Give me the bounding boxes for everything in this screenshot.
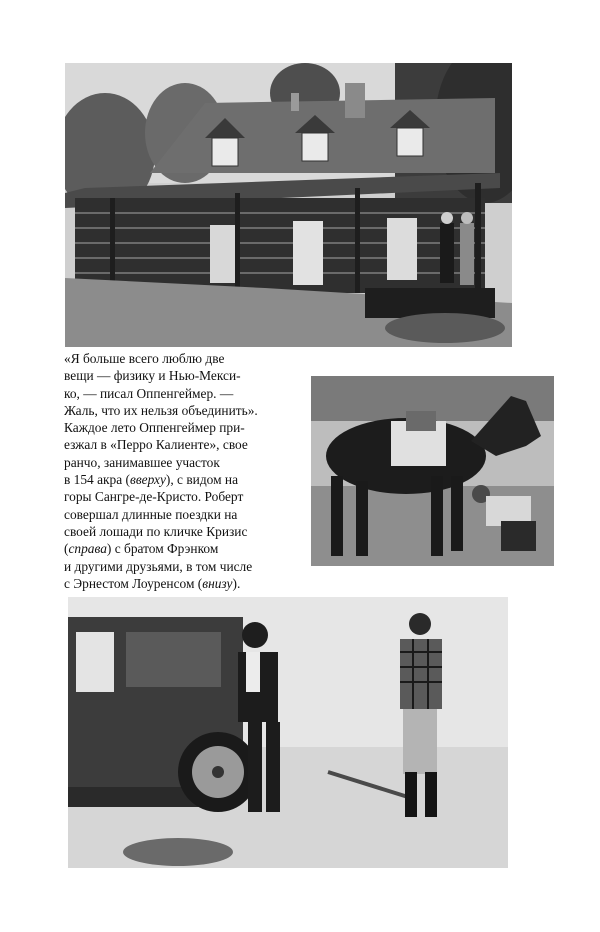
caption-line: совершал длинные поездки на xyxy=(64,506,238,522)
caption-line: ко, — писал Оппенгеймер. — xyxy=(64,385,234,401)
ranch-house-photo xyxy=(65,63,512,347)
caption-line: в 154 акра (вверху), с видом на xyxy=(64,472,239,488)
photo-caption xyxy=(64,350,304,592)
caption-line: езжал в «Перро Калиенте», свое xyxy=(64,437,248,453)
caption-line: (справа) с братом Фрэнком xyxy=(64,541,219,557)
caption-line: Каждое лето Оппенгеймер при- xyxy=(64,420,245,436)
caption-emphasis: вверху xyxy=(130,472,166,488)
caption-line: своей лошади по кличке Кризис xyxy=(64,523,248,539)
caption-line: Жаль, что их нельзя объединить». xyxy=(64,402,258,418)
caption-line: «Я больше всего люблю две xyxy=(64,351,225,366)
caption-line: вещи — физику и Нью-Мекси- xyxy=(64,368,241,384)
caption-line: горы Сангре-де-Кристо. Роберт xyxy=(64,489,244,505)
caption-line: с Эрнестом Лоуренсом (внизу). xyxy=(64,575,241,591)
caption-emphasis: справа xyxy=(68,541,107,557)
car-men-photo xyxy=(68,597,508,868)
caption-line: ранчо, занимавшее участок xyxy=(64,454,220,470)
horse-photo xyxy=(311,376,554,566)
caption-emphasis: внизу xyxy=(202,575,233,591)
caption-line: и другими друзьями, в том числе xyxy=(64,558,253,574)
